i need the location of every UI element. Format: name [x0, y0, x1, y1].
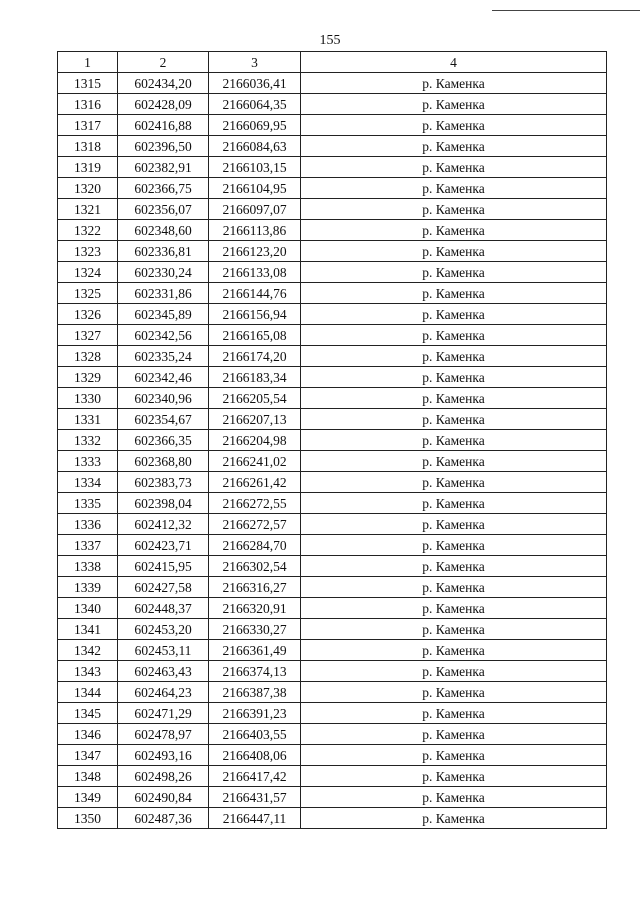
cell-point-number: 1348: [58, 766, 118, 787]
cell-description: р. Каменка: [301, 73, 607, 94]
cell-y-coordinate: 2166084,63: [209, 136, 301, 157]
cell-x-coordinate: 602493,16: [118, 745, 209, 766]
cell-x-coordinate: 602382,91: [118, 157, 209, 178]
cell-x-coordinate: 602478,97: [118, 724, 209, 745]
table-row: [58, 451, 607, 472]
table-row: [58, 577, 607, 598]
table-row: [58, 640, 607, 661]
cell-y-coordinate: 2166387,38: [209, 682, 301, 703]
table-row: [58, 745, 607, 766]
cell-x-coordinate: 602396,50: [118, 136, 209, 157]
cell-description: р. Каменка: [301, 703, 607, 724]
cell-description: р. Каменка: [301, 451, 607, 472]
cell-description: р. Каменка: [301, 640, 607, 661]
table-row: [58, 493, 607, 514]
cell-description: р. Каменка: [301, 346, 607, 367]
table-row: [58, 514, 607, 535]
cell-point-number: 1341: [58, 619, 118, 640]
cell-point-number: 1317: [58, 115, 118, 136]
table-row: [58, 787, 607, 808]
cell-y-coordinate: 2166320,91: [209, 598, 301, 619]
cell-point-number: 1327: [58, 325, 118, 346]
cell-y-coordinate: 2166330,27: [209, 619, 301, 640]
cell-point-number: 1347: [58, 745, 118, 766]
cell-point-number: 1316: [58, 94, 118, 115]
cell-description: р. Каменка: [301, 409, 607, 430]
cell-description: р. Каменка: [301, 325, 607, 346]
cell-x-coordinate: 602354,67: [118, 409, 209, 430]
cell-x-coordinate: 602342,56: [118, 325, 209, 346]
cell-point-number: 1339: [58, 577, 118, 598]
table-row: [58, 325, 607, 346]
cell-point-number: 1349: [58, 787, 118, 808]
cell-description: р. Каменка: [301, 115, 607, 136]
cell-y-coordinate: 2166064,35: [209, 94, 301, 115]
cell-y-coordinate: 2166272,57: [209, 514, 301, 535]
header-cell-y-coordinate: 3: [209, 52, 301, 73]
cell-description: р. Каменка: [301, 808, 607, 829]
coordinates-table: [57, 51, 607, 829]
cell-description: р. Каменка: [301, 283, 607, 304]
cell-x-coordinate: 602416,88: [118, 115, 209, 136]
cell-point-number: 1330: [58, 388, 118, 409]
cell-x-coordinate: 602464,23: [118, 682, 209, 703]
table-row: [58, 136, 607, 157]
cell-x-coordinate: 602428,09: [118, 94, 209, 115]
cell-point-number: 1338: [58, 556, 118, 577]
cell-x-coordinate: 602471,29: [118, 703, 209, 724]
cell-description: р. Каменка: [301, 514, 607, 535]
cell-point-number: 1321: [58, 199, 118, 220]
cell-description: р. Каменка: [301, 178, 607, 199]
cell-point-number: 1342: [58, 640, 118, 661]
table-row: [58, 535, 607, 556]
cell-point-number: 1340: [58, 598, 118, 619]
cell-point-number: 1343: [58, 661, 118, 682]
table-row: [58, 262, 607, 283]
table-row: [58, 598, 607, 619]
cell-description: р. Каменка: [301, 619, 607, 640]
table-row: [58, 703, 607, 724]
cell-description: р. Каменка: [301, 682, 607, 703]
scan-edge-line: [492, 10, 640, 11]
cell-x-coordinate: 602423,71: [118, 535, 209, 556]
cell-y-coordinate: 2166403,55: [209, 724, 301, 745]
cell-x-coordinate: 602398,04: [118, 493, 209, 514]
cell-point-number: 1345: [58, 703, 118, 724]
cell-y-coordinate: 2166417,42: [209, 766, 301, 787]
cell-description: р. Каменка: [301, 724, 607, 745]
table-row: [58, 283, 607, 304]
cell-y-coordinate: 2166431,57: [209, 787, 301, 808]
cell-point-number: 1335: [58, 493, 118, 514]
cell-point-number: 1344: [58, 682, 118, 703]
cell-y-coordinate: 2166361,49: [209, 640, 301, 661]
cell-description: р. Каменка: [301, 787, 607, 808]
cell-y-coordinate: 2166316,27: [209, 577, 301, 598]
cell-x-coordinate: 602412,32: [118, 514, 209, 535]
cell-y-coordinate: 2166069,95: [209, 115, 301, 136]
table-row: [58, 346, 607, 367]
cell-description: р. Каменка: [301, 556, 607, 577]
cell-point-number: 1336: [58, 514, 118, 535]
cell-x-coordinate: 602463,43: [118, 661, 209, 682]
table-row: [58, 220, 607, 241]
table-row: [58, 766, 607, 787]
cell-x-coordinate: 602448,37: [118, 598, 209, 619]
cell-x-coordinate: 602498,26: [118, 766, 209, 787]
cell-x-coordinate: 602340,96: [118, 388, 209, 409]
cell-point-number: 1329: [58, 367, 118, 388]
header-cell-point-number: 1: [58, 52, 118, 73]
table-row: [58, 94, 607, 115]
table-row: [58, 178, 607, 199]
cell-y-coordinate: 2166408,06: [209, 745, 301, 766]
cell-x-coordinate: 602336,81: [118, 241, 209, 262]
cell-description: р. Каменка: [301, 157, 607, 178]
table-row: [58, 304, 607, 325]
cell-description: р. Каменка: [301, 136, 607, 157]
cell-point-number: 1332: [58, 430, 118, 451]
cell-x-coordinate: 602366,75: [118, 178, 209, 199]
cell-y-coordinate: 2166144,76: [209, 283, 301, 304]
cell-point-number: 1323: [58, 241, 118, 262]
cell-description: р. Каменка: [301, 577, 607, 598]
cell-description: р. Каменка: [301, 430, 607, 451]
cell-x-coordinate: 602453,11: [118, 640, 209, 661]
table-row: [58, 367, 607, 388]
cell-y-coordinate: 2166447,11: [209, 808, 301, 829]
cell-y-coordinate: 2166204,98: [209, 430, 301, 451]
cell-y-coordinate: 2166183,34: [209, 367, 301, 388]
table-row: [58, 157, 607, 178]
cell-x-coordinate: 602434,20: [118, 73, 209, 94]
cell-x-coordinate: 602427,58: [118, 577, 209, 598]
cell-x-coordinate: 602331,86: [118, 283, 209, 304]
cell-point-number: 1320: [58, 178, 118, 199]
cell-y-coordinate: 2166165,08: [209, 325, 301, 346]
cell-x-coordinate: 602348,60: [118, 220, 209, 241]
table-row: [58, 241, 607, 262]
cell-description: р. Каменка: [301, 535, 607, 556]
cell-point-number: 1315: [58, 73, 118, 94]
cell-description: р. Каменка: [301, 220, 607, 241]
cell-y-coordinate: 2166272,55: [209, 493, 301, 514]
cell-point-number: 1334: [58, 472, 118, 493]
cell-description: р. Каменка: [301, 262, 607, 283]
cell-y-coordinate: 2166261,42: [209, 472, 301, 493]
cell-point-number: 1325: [58, 283, 118, 304]
cell-y-coordinate: 2166174,20: [209, 346, 301, 367]
cell-y-coordinate: 2166097,07: [209, 199, 301, 220]
cell-y-coordinate: 2166374,13: [209, 661, 301, 682]
cell-y-coordinate: 2166302,54: [209, 556, 301, 577]
header-cell-description: 4: [301, 52, 607, 73]
cell-point-number: 1331: [58, 409, 118, 430]
cell-x-coordinate: 602335,24: [118, 346, 209, 367]
cell-point-number: 1319: [58, 157, 118, 178]
cell-description: р. Каменка: [301, 598, 607, 619]
cell-x-coordinate: 602487,36: [118, 808, 209, 829]
cell-x-coordinate: 602366,35: [118, 430, 209, 451]
cell-point-number: 1346: [58, 724, 118, 745]
table-row: [58, 661, 607, 682]
table-row: [58, 724, 607, 745]
table-row: [58, 808, 607, 829]
cell-x-coordinate: 602453,20: [118, 619, 209, 640]
cell-description: р. Каменка: [301, 766, 607, 787]
cell-y-coordinate: 2166133,08: [209, 262, 301, 283]
cell-y-coordinate: 2166284,70: [209, 535, 301, 556]
cell-y-coordinate: 2166241,02: [209, 451, 301, 472]
cell-description: р. Каменка: [301, 745, 607, 766]
cell-description: р. Каменка: [301, 661, 607, 682]
cell-y-coordinate: 2166036,41: [209, 73, 301, 94]
cell-description: р. Каменка: [301, 199, 607, 220]
cell-point-number: 1328: [58, 346, 118, 367]
cell-description: р. Каменка: [301, 472, 607, 493]
cell-y-coordinate: 2166123,20: [209, 241, 301, 262]
table-row: [58, 472, 607, 493]
cell-description: р. Каменка: [301, 367, 607, 388]
table-row: [58, 388, 607, 409]
table-row: [58, 556, 607, 577]
cell-x-coordinate: 602330,24: [118, 262, 209, 283]
table-header-row: [58, 52, 607, 73]
cell-description: р. Каменка: [301, 388, 607, 409]
table-row: [58, 115, 607, 136]
cell-x-coordinate: 602415,95: [118, 556, 209, 577]
cell-x-coordinate: 602490,84: [118, 787, 209, 808]
cell-y-coordinate: 2166391,23: [209, 703, 301, 724]
cell-y-coordinate: 2166207,13: [209, 409, 301, 430]
table-row: [58, 619, 607, 640]
table-row: [58, 430, 607, 451]
table-body: [58, 73, 607, 829]
cell-x-coordinate: 602345,89: [118, 304, 209, 325]
cell-point-number: 1326: [58, 304, 118, 325]
header-cell-x-coordinate: 2: [118, 52, 209, 73]
cell-point-number: 1333: [58, 451, 118, 472]
cell-description: р. Каменка: [301, 493, 607, 514]
cell-description: р. Каменка: [301, 241, 607, 262]
cell-y-coordinate: 2166156,94: [209, 304, 301, 325]
cell-y-coordinate: 2166205,54: [209, 388, 301, 409]
table-row: [58, 409, 607, 430]
cell-y-coordinate: 2166104,95: [209, 178, 301, 199]
cell-point-number: 1350: [58, 808, 118, 829]
cell-x-coordinate: 602356,07: [118, 199, 209, 220]
cell-point-number: 1318: [58, 136, 118, 157]
cell-point-number: 1324: [58, 262, 118, 283]
cell-y-coordinate: 2166113,86: [209, 220, 301, 241]
cell-point-number: 1322: [58, 220, 118, 241]
cell-y-coordinate: 2166103,15: [209, 157, 301, 178]
cell-x-coordinate: 602383,73: [118, 472, 209, 493]
cell-point-number: 1337: [58, 535, 118, 556]
cell-x-coordinate: 602368,80: [118, 451, 209, 472]
cell-description: р. Каменка: [301, 94, 607, 115]
cell-x-coordinate: 602342,46: [118, 367, 209, 388]
table-row: [58, 199, 607, 220]
page-number: 155: [319, 33, 341, 48]
cell-description: р. Каменка: [301, 304, 607, 325]
table-row: [58, 682, 607, 703]
table-row: [58, 73, 607, 94]
